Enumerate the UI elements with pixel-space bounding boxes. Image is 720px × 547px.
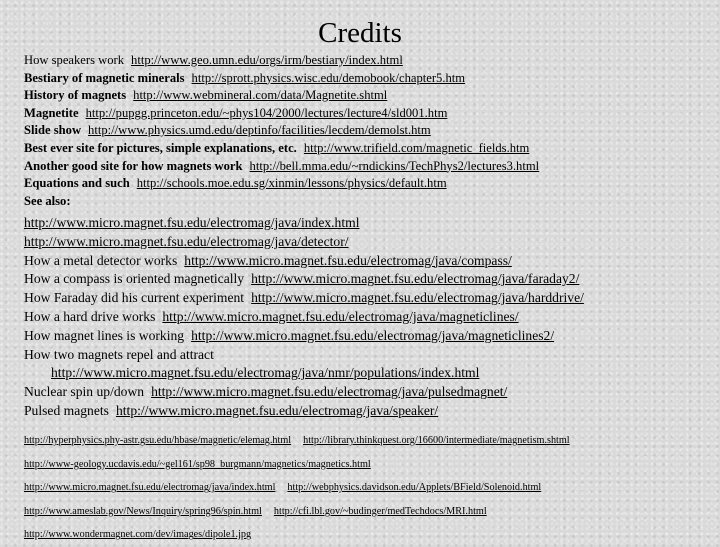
- applet-link[interactable]: http://www.micro.magnet.fsu.edu/electromag/java/compass/: [184, 252, 512, 268]
- reference-link[interactable]: http://www.ameslab.gov/News/Inquiry/spring96/spin.html: [24, 505, 262, 517]
- credit-link[interactable]: http://www.trifield.com/magnetic_fields.htm: [303, 140, 530, 155]
- applet-row: [24, 327, 714, 346]
- java-applet-list: [24, 214, 714, 421]
- credit-row: [24, 87, 714, 105]
- credit-label: Another good site for how magnets work: [24, 158, 243, 173]
- applet-row: [24, 233, 714, 252]
- reference-link[interactable]: http://www.wondermagnet.com/dev/images/dipole1.jpg: [24, 529, 252, 541]
- additional-links: [24, 429, 720, 547]
- reference-row: [24, 523, 720, 547]
- credit-label: Pulsed magnets: [24, 402, 109, 418]
- reference-link[interactable]: http://hyperphysics.phy-astr.gsu.edu/hbase/magnetic/elemag.html: [24, 435, 292, 446]
- reference-link[interactable]: http://www.micro.magnet.fsu.edu/electromag/java/index.html: [24, 482, 276, 494]
- credit-label: How magnet lines is working: [24, 327, 185, 343]
- applet-row: [24, 308, 714, 327]
- credit-row: [24, 52, 714, 70]
- credit-link[interactable]: http://pupgg.princeton.edu/~phys104/2000/lectures/lecture4/sld001.htm: [85, 105, 448, 120]
- reference-link[interactable]: http://cfi.lbl.gov/~budinger/medTechdocs/MRI.html: [273, 505, 487, 517]
- credit-label: Equations and such: [24, 176, 130, 191]
- credit-label: How two magnets repel and attract: [24, 346, 214, 362]
- credit-link[interactable]: http://www.physics.umd.edu/deptinfo/facilities/lecdem/demolst.htm: [88, 123, 431, 138]
- credit-row: [24, 158, 714, 176]
- credit-label: Best ever site for pictures, simple explanations, etc.: [24, 140, 297, 155]
- credit-label: Slide show: [24, 123, 82, 138]
- credit-label: History of magnets: [24, 88, 127, 103]
- applet-row: [24, 383, 714, 402]
- applet-row: [24, 252, 714, 271]
- credit-label: How Faraday did his current experiment: [24, 290, 245, 306]
- applet-link[interactable]: http://www.micro.magnet.fsu.edu/electromag/java/index.html: [24, 215, 360, 230]
- credit-row: [24, 175, 714, 193]
- credit-label: See also:: [24, 193, 71, 208]
- applet-row: [24, 346, 714, 365]
- reference-link[interactable]: http://library.thinkquest.org/16600/intermediate/magnetism.shtml: [303, 435, 570, 446]
- credit-link[interactable]: http://sprott.physics.wisc.edu/demobook/chapter5.htm: [191, 70, 466, 85]
- credit-link[interactable]: http://bell.mma.edu/~rndickins/TechPhys2/lectures3.html: [249, 158, 540, 173]
- applet-link[interactable]: http://www.micro.magnet.fsu.edu/electromag/java/magneticlines/: [162, 308, 519, 324]
- reference-row: [24, 500, 720, 524]
- reference-link[interactable]: http://webphysics.davidson.edu/Applets/BField/Solenoid.html: [287, 482, 542, 494]
- credit-link[interactable]: http://www.webmineral.com/data/Magnetite.shtml: [133, 88, 388, 103]
- reference-row: [24, 476, 720, 500]
- applet-link[interactable]: http://www.micro.magnet.fsu.edu/electromag/java/harddrive/: [251, 290, 584, 306]
- applet-link[interactable]: http://www.micro.magnet.fsu.edu/electromag/java/nmr/populations/index.html: [51, 365, 480, 381]
- applet-link[interactable]: http://www.micro.magnet.fsu.edu/electromag/java/faraday2/: [251, 271, 580, 287]
- reference-row: [24, 429, 720, 453]
- credit-label: Nuclear spin up/down: [24, 384, 145, 400]
- reference-row: [24, 453, 720, 477]
- applet-link[interactable]: http://www.micro.magnet.fsu.edu/electromag/java/speaker/: [115, 402, 439, 418]
- applet-row: [24, 289, 714, 308]
- credit-label: Magnetite: [24, 105, 79, 120]
- credit-row: [24, 193, 714, 211]
- credit-row: [24, 70, 714, 88]
- reference-link[interactable]: http://www-geology.ucdavis.edu/~gel161/sp98_burgmann/magnetics/magnetics.html: [24, 458, 371, 470]
- credit-link[interactable]: http://schools.moe.edu.sg/xinmin/lessons/physics/default.htm: [136, 176, 447, 191]
- credit-row: [24, 140, 714, 158]
- applet-row: [24, 364, 714, 383]
- credit-label: How a hard drive works: [24, 308, 156, 324]
- page-title: Credits: [318, 17, 402, 49]
- applet-link[interactable]: http://www.micro.magnet.fsu.edu/electromag/java/magneticlines2/: [191, 327, 555, 343]
- credit-label: How a metal detector works: [24, 252, 178, 268]
- credit-label: How speakers work: [24, 53, 125, 67]
- applet-row: [24, 270, 714, 289]
- credit-link[interactable]: http://www.geo.umn.edu/orgs/irm/bestiary/index.html: [131, 53, 403, 67]
- credit-label: Bestiary of magnetic minerals: [24, 70, 185, 85]
- credit-label: How a compass is oriented magnetically: [24, 271, 245, 287]
- credit-row: [24, 105, 714, 123]
- applet-row: [24, 214, 714, 233]
- credits-list: [24, 52, 714, 210]
- applet-link[interactable]: http://www.micro.magnet.fsu.edu/electromag/java/pulsedmagnet/: [151, 384, 508, 400]
- applet-row: [24, 402, 714, 421]
- applet-link[interactable]: http://www.micro.magnet.fsu.edu/electromag/java/detector/: [24, 233, 349, 249]
- credit-row: [24, 122, 714, 140]
